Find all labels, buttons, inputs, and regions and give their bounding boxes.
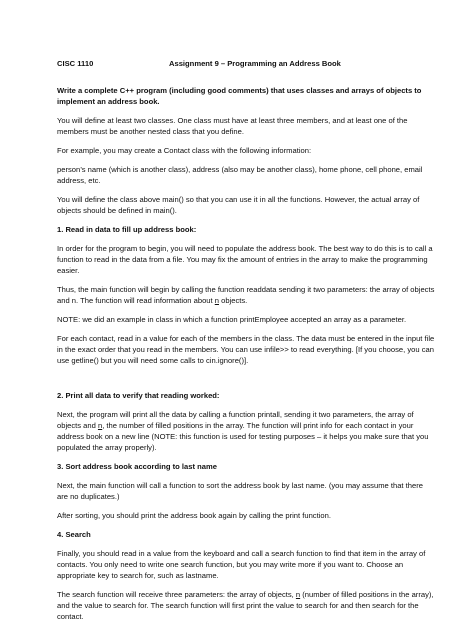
section-1-paragraph-4: For each contact, read in a value for each of the members in the class. The data must be entered in the input file in the exact order that you read in the members. You can use infile>> to read everything. [If you choose, you can use getline() but you will need some calls to cin.ignore()]. — [57, 334, 435, 365]
paragraph-contact-fields: person’s name (which is another class), address (also may be another class), home phone, cell phone, email address, etc. — [57, 165, 423, 185]
section-1-paragraph-2 — [57, 284, 436, 306]
n-underlined: n — [295, 590, 301, 599]
text-run: , the number of filled positions in the array. The function will print info for each contact in your address book on a new line (NOTE: this function is used for testing purposes – it helps you make sure that you populated the array properly). — [57, 421, 429, 452]
n-underlined: n — [214, 296, 219, 305]
document-body — [57, 85, 436, 622]
section-3-paragraph-1: Next, the main function will call a function to sort the address book by last name. (you may assume that there are no duplicates.) — [57, 481, 423, 501]
section-2-heading: 2. Print all data to verify that reading worked: — [57, 391, 220, 400]
text-run: Thus, the main function will begin by calling the function readdata sending it two parameters: the array of objects and n. The function will read information about — [57, 285, 435, 305]
paragraph-example: For example, you may create a Contact class with the following information: — [57, 146, 312, 155]
text-run: Next, the program will print all the data by calling a function printall, sending it two parameters, the array of objects and — [57, 410, 414, 430]
paragraph-define-class: You will define the class above main() so that you can use it in all the functions. However, the actual array of objects should be defined in main(). — [57, 195, 420, 215]
section-4-heading: 4. Search — [57, 530, 91, 539]
section-1-heading: 1. Read in data to fill up address book: — [57, 225, 197, 234]
paragraph-classes: You will define at least two classes. One class must have at least three members, and at least one of the members must be another nested class that you define. — [57, 116, 408, 136]
text-run: (number of filled positions in the array), and the value to search for. The search function will first print the value to search for and then search for the contact. — [57, 590, 434, 621]
spacer — [57, 374, 436, 390]
course-code: CISC 1110 — [57, 59, 94, 68]
assignment-title: Assignment 9 – Programming an Address Book — [169, 59, 341, 68]
text-run: objects. — [218, 296, 248, 305]
section-1-note: NOTE: we did an example in class in which a function printEmployee accepted an array as a parameter. — [57, 315, 407, 324]
intro-paragraph: Write a complete C++ program (including good comments) that uses classes and arrays of objects to implement an address book. — [57, 86, 422, 106]
section-2-paragraph-1 — [57, 409, 436, 453]
section-3-heading: 3. Sort address book according to last name — [57, 462, 217, 471]
n-underlined: n — [97, 421, 103, 430]
section-4-paragraph-1: Finally, you should read in a value from the keyboard and call a search function to find that item in the array of contacts. You only need to write one search function, but you may write more if you want to. Choose an appropriate key to search for, such as lastname. — [57, 549, 426, 580]
section-3-paragraph-2: After sorting, you should print the address book again by calling the print function. — [57, 511, 331, 520]
section-4-paragraph-2 — [57, 589, 436, 622]
document-header — [57, 59, 436, 79]
text-run: The search function will receive three parameters: the array of objects, — [57, 590, 296, 599]
section-1-paragraph-1: In order for the program to begin, you will need to populate the address book. The best way to do this is to call a function to read in the data from a file. You may fix the amount of entries in the array to make the programming easier. — [57, 244, 433, 275]
